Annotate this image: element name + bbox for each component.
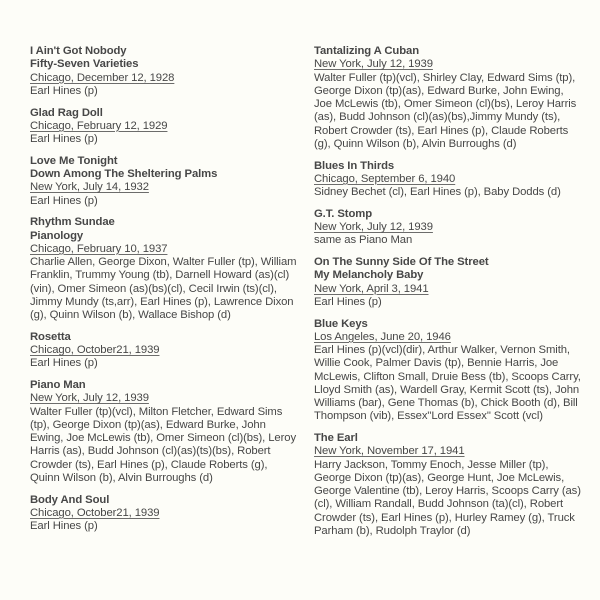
personnel-list: Earl Hines (p) bbox=[30, 520, 98, 532]
track-section bbox=[314, 432, 584, 538]
personnel-list: Walter Fuller (tp)(vcl), Milton Fletcher, Edward Sims (tp), George Dixon (tp)(as), Edward Burke, John Ewing, Joe McLewis (tb), Omer Simeon (cl)(bs), Leroy Harris (as), Budd Johnson (cl)(as)(ts)(bs), Robert Crowder (ts), Earl Hines (p), Claude Roberts (g), Quinn Wilson (b), Alvin Burroughs (d) bbox=[30, 405, 296, 484]
session-date: Chicago, December 12, 1928 bbox=[30, 71, 175, 84]
session-date: New York, November 17, 1941 bbox=[314, 445, 465, 458]
session-date: New York, July 12, 1939 bbox=[314, 58, 433, 71]
session-date: Los Angeles, June 20, 1946 bbox=[314, 330, 451, 343]
track-section bbox=[314, 208, 584, 248]
personnel-list: Walter Fuller (tp)(vcl), Shirley Clay, Edward Sims (tp), George Dixon (tp)(as), Edward Burke, John Ewing, Joe McLewis (tb), Omer Simeon (cl)(bs), Leroy Harris (as), Budd Johnson (cl)(as)(bs),Jimmy Mundy (ts), Robert Crowder (ts), Earl Hines (p), Claude Roberts (g), Quinn Wilson (b), Alvin Burroughs (d) bbox=[314, 71, 577, 150]
track-section bbox=[30, 107, 300, 147]
session-date: New York, July 12, 1939 bbox=[30, 392, 149, 405]
track-section bbox=[30, 331, 300, 371]
personnel-list: Earl Hines (p) bbox=[30, 133, 98, 145]
track-section bbox=[30, 494, 300, 534]
track-title: On The Sunny Side Of The Street bbox=[314, 256, 489, 268]
track-title: The Earl bbox=[314, 432, 358, 444]
track-title: Piano Man bbox=[30, 379, 86, 391]
personnel-list: Earl Hines (p) bbox=[30, 194, 98, 207]
personnel-list: Earl Hines (p) bbox=[30, 357, 98, 370]
personnel-list: Harry Jackson, Tommy Enoch, Jesse Miller (tp), George Dixon (tp)(as), George Hunt, Joe McLewis, George Valentine (tb), Leroy Harris, Scoops Carry (as)(cl), William Randall, Budd Johnson (ta)(cl), Robert Crowder (ts), Earl Hines (p), Hurley Ramey (g), Truck Parham (b), Rudolph Traylor (d) bbox=[314, 458, 581, 537]
column-right bbox=[314, 45, 584, 547]
track-title: Tantalizing A Cuban bbox=[314, 45, 419, 57]
track-title: Fifty-Seven Varieties bbox=[30, 58, 139, 71]
personnel-list: Charlie Allen, George Dixon, Walter Fuller (tp), William Franklin, Trummy Young (tb), Darnell Howard (as)(cl)(vin), Omer Simeon (as)(bs)(cl), Cecil Irwin (ts)(cl), Jimmy Mundy (ts,arr), Earl Hines (p), Lawrence Dixon (g), Quinn Wilson (b), Wallace Bishop (d) bbox=[30, 256, 297, 321]
session-date: Chicago, September 6, 1940 bbox=[314, 172, 456, 185]
track-title: Blue Keys bbox=[314, 317, 368, 330]
track-section bbox=[314, 160, 584, 200]
personnel-list: Sidney Bechet (cl), Earl Hines (p), Baby Dodds (d) bbox=[314, 186, 561, 198]
session-date: New York, April 3, 1941 bbox=[314, 282, 429, 295]
track-title: Pianology bbox=[30, 229, 84, 242]
track-section bbox=[30, 379, 300, 485]
track-title: Blues In Thirds bbox=[314, 159, 395, 172]
track-section bbox=[30, 45, 300, 98]
track-title: Body And Soul bbox=[30, 493, 110, 506]
personnel-list: Earl Hines (p)(vcl)(dir), Arthur Walker, Vernon Smith, Willie Cook, Palmer Davis (tp), Bennie Harris, Joe McLewis, Clifton Small, Druie Bess (tb), Scoops Carry, Lloyd Smith (as), Wardell Gray, Kermit Scott (ts), John Williams (bar), Gene Thomas (b), Chick Booth (d), Bill Thompson (vib), Essex"Lord Essex" Scott (vcl) bbox=[314, 344, 581, 423]
track-section bbox=[30, 216, 300, 322]
session-date: Chicago, February 12, 1929 bbox=[30, 119, 168, 132]
column-left bbox=[30, 45, 300, 547]
track-section bbox=[30, 155, 300, 208]
track-title: Glad Rag Doll bbox=[30, 106, 103, 119]
track-section bbox=[314, 45, 584, 151]
session-date: New York, July 12, 1939 bbox=[314, 221, 433, 233]
personnel-list: Earl Hines (p) bbox=[30, 84, 98, 97]
track-title: My Melancholy Baby bbox=[314, 269, 424, 282]
track-title: G.T. Stomp bbox=[314, 207, 372, 220]
session-date: Chicago, February 10, 1937 bbox=[30, 242, 168, 255]
track-title: Love Me Tonight bbox=[30, 154, 118, 167]
personnel-list: Earl Hines (p) bbox=[314, 295, 382, 308]
track-title: I Ain't Got Nobody bbox=[30, 45, 127, 57]
track-section bbox=[314, 256, 584, 309]
track-title: Down Among The Sheltering Palms bbox=[30, 168, 218, 180]
track-title: Rhythm Sundae bbox=[30, 216, 115, 229]
track-title: Rosetta bbox=[30, 330, 71, 343]
session-date: New York, July 14, 1932 bbox=[30, 181, 149, 194]
personnel-list: same as Piano Man bbox=[314, 234, 413, 247]
track-section bbox=[314, 318, 584, 424]
session-date: Chicago, October21, 1939 bbox=[30, 506, 160, 519]
session-date: Chicago, October21, 1939 bbox=[30, 344, 160, 356]
